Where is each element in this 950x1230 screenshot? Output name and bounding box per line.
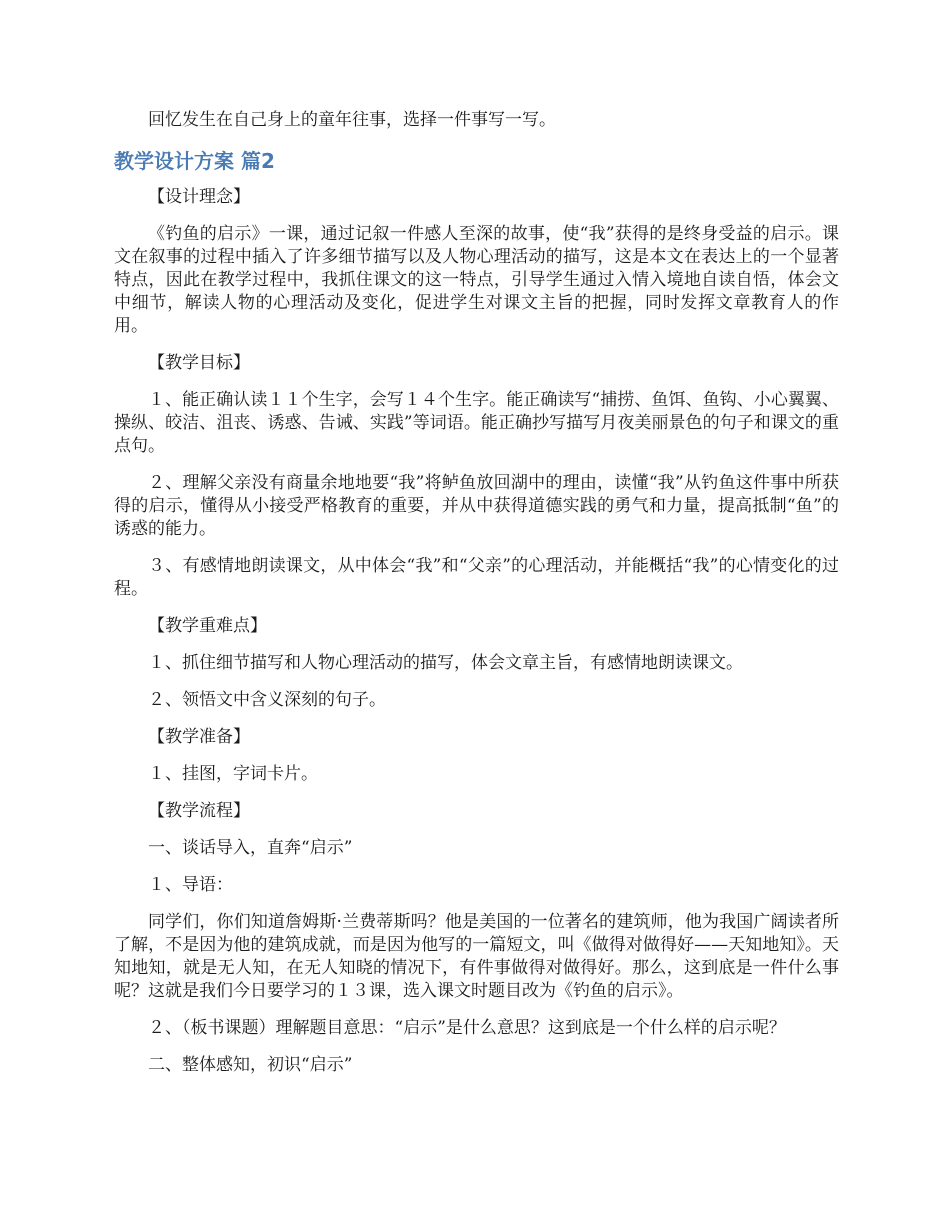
- goal-item-2: ２、理解父亲没有商量余地地要“我”将鲈鱼放回湖中的理由，读懂“我”从钓鱼这件事中所获得的启示，懂得从小接受严格教育的重要，并从中获得道德实践的勇气和力量，提高抵制“鱼”的诱惑的能力。: [114, 473, 839, 539]
- concept-paragraph: 《钓鱼的启示》一课，通过记叙一件感人至深的故事，使“我”获得的是终身受益的启示。课文在叙事的过程中插入了许多细节描写以及人物心理活动的描写，这是本文在表达上的一个显著特点，因此在教学过程中，我抓住课文的这一特点，引导学生通过入情入境地自读自悟，体会文中细节，解读人物的心理活动及变化，促进学生对课文主旨的把握，同时发挥文章教育人的作用。: [114, 224, 839, 336]
- section-heading: 教学设计方案 篇2: [114, 149, 275, 173]
- goal-item-3: ３、有感情地朗读课文，从中体会“我”和“父亲”的心理活动，并能概括“我”的心情变化的过程。: [114, 556, 839, 599]
- flow-intro-paragraph: 同学们，你们知道詹姆斯·兰费蒂斯吗？他是美国的一位著名的建筑师，他为我国广阔读者所了解，不是因为他的建筑成就，而是因为他写的一篇短文，叫《做得对做得好——天知地知》。天知地知，就是无人知，在无人知晓的情况下，有件事做得对做得好。那么，这到底是一件什么事呢？这就是我们今日要学习的１３课，选入课文时题目改为《钓鱼的启示》。: [114, 912, 839, 1001]
- preparation-label: 【教学准备】: [148, 727, 250, 747]
- key-point-2: ２、领悟文中含义深刻的句子。: [148, 690, 386, 710]
- goal-item-1: １、能正确认读１１个生字，会写１４个生字。能正确读写“捕捞、鱼饵、鱼钩、小心翼翼、操纵、皎洁、沮丧、诱惑、告诫、实践”等词语。能正确抄写描写月夜美丽景色的句子和课文的重点句。: [114, 390, 839, 456]
- flow-step-2: 二、整体感知，初识“启示”: [148, 1055, 353, 1075]
- flow-step-1-1: １、导语：: [148, 875, 233, 895]
- flow-step-1-2: ２、（板书课题）理解题目意思：“启示”是什么意思？这到底是一个什么样的启示呢？: [148, 1018, 786, 1038]
- flow-label: 【教学流程】: [148, 801, 250, 821]
- document-body: [114, 109, 839, 1077]
- flow-step-1: 一、谈话导入，直奔“启示”: [148, 838, 353, 858]
- key-point-1: １、抓住细节描写和人物心理活动的描写，体会文章主旨，有感情地朗读课文。: [148, 653, 743, 673]
- concept-label: 【设计理念】: [148, 187, 250, 207]
- preparation-item-1: １、挂图，字词卡片。: [148, 764, 318, 784]
- key-points-label: 【教学重难点】: [148, 616, 267, 636]
- goals-label: 【教学目标】: [148, 353, 250, 373]
- intro-paragraph: 回忆发生在自己身上的童年往事，选择一件事写一写。: [148, 110, 556, 130]
